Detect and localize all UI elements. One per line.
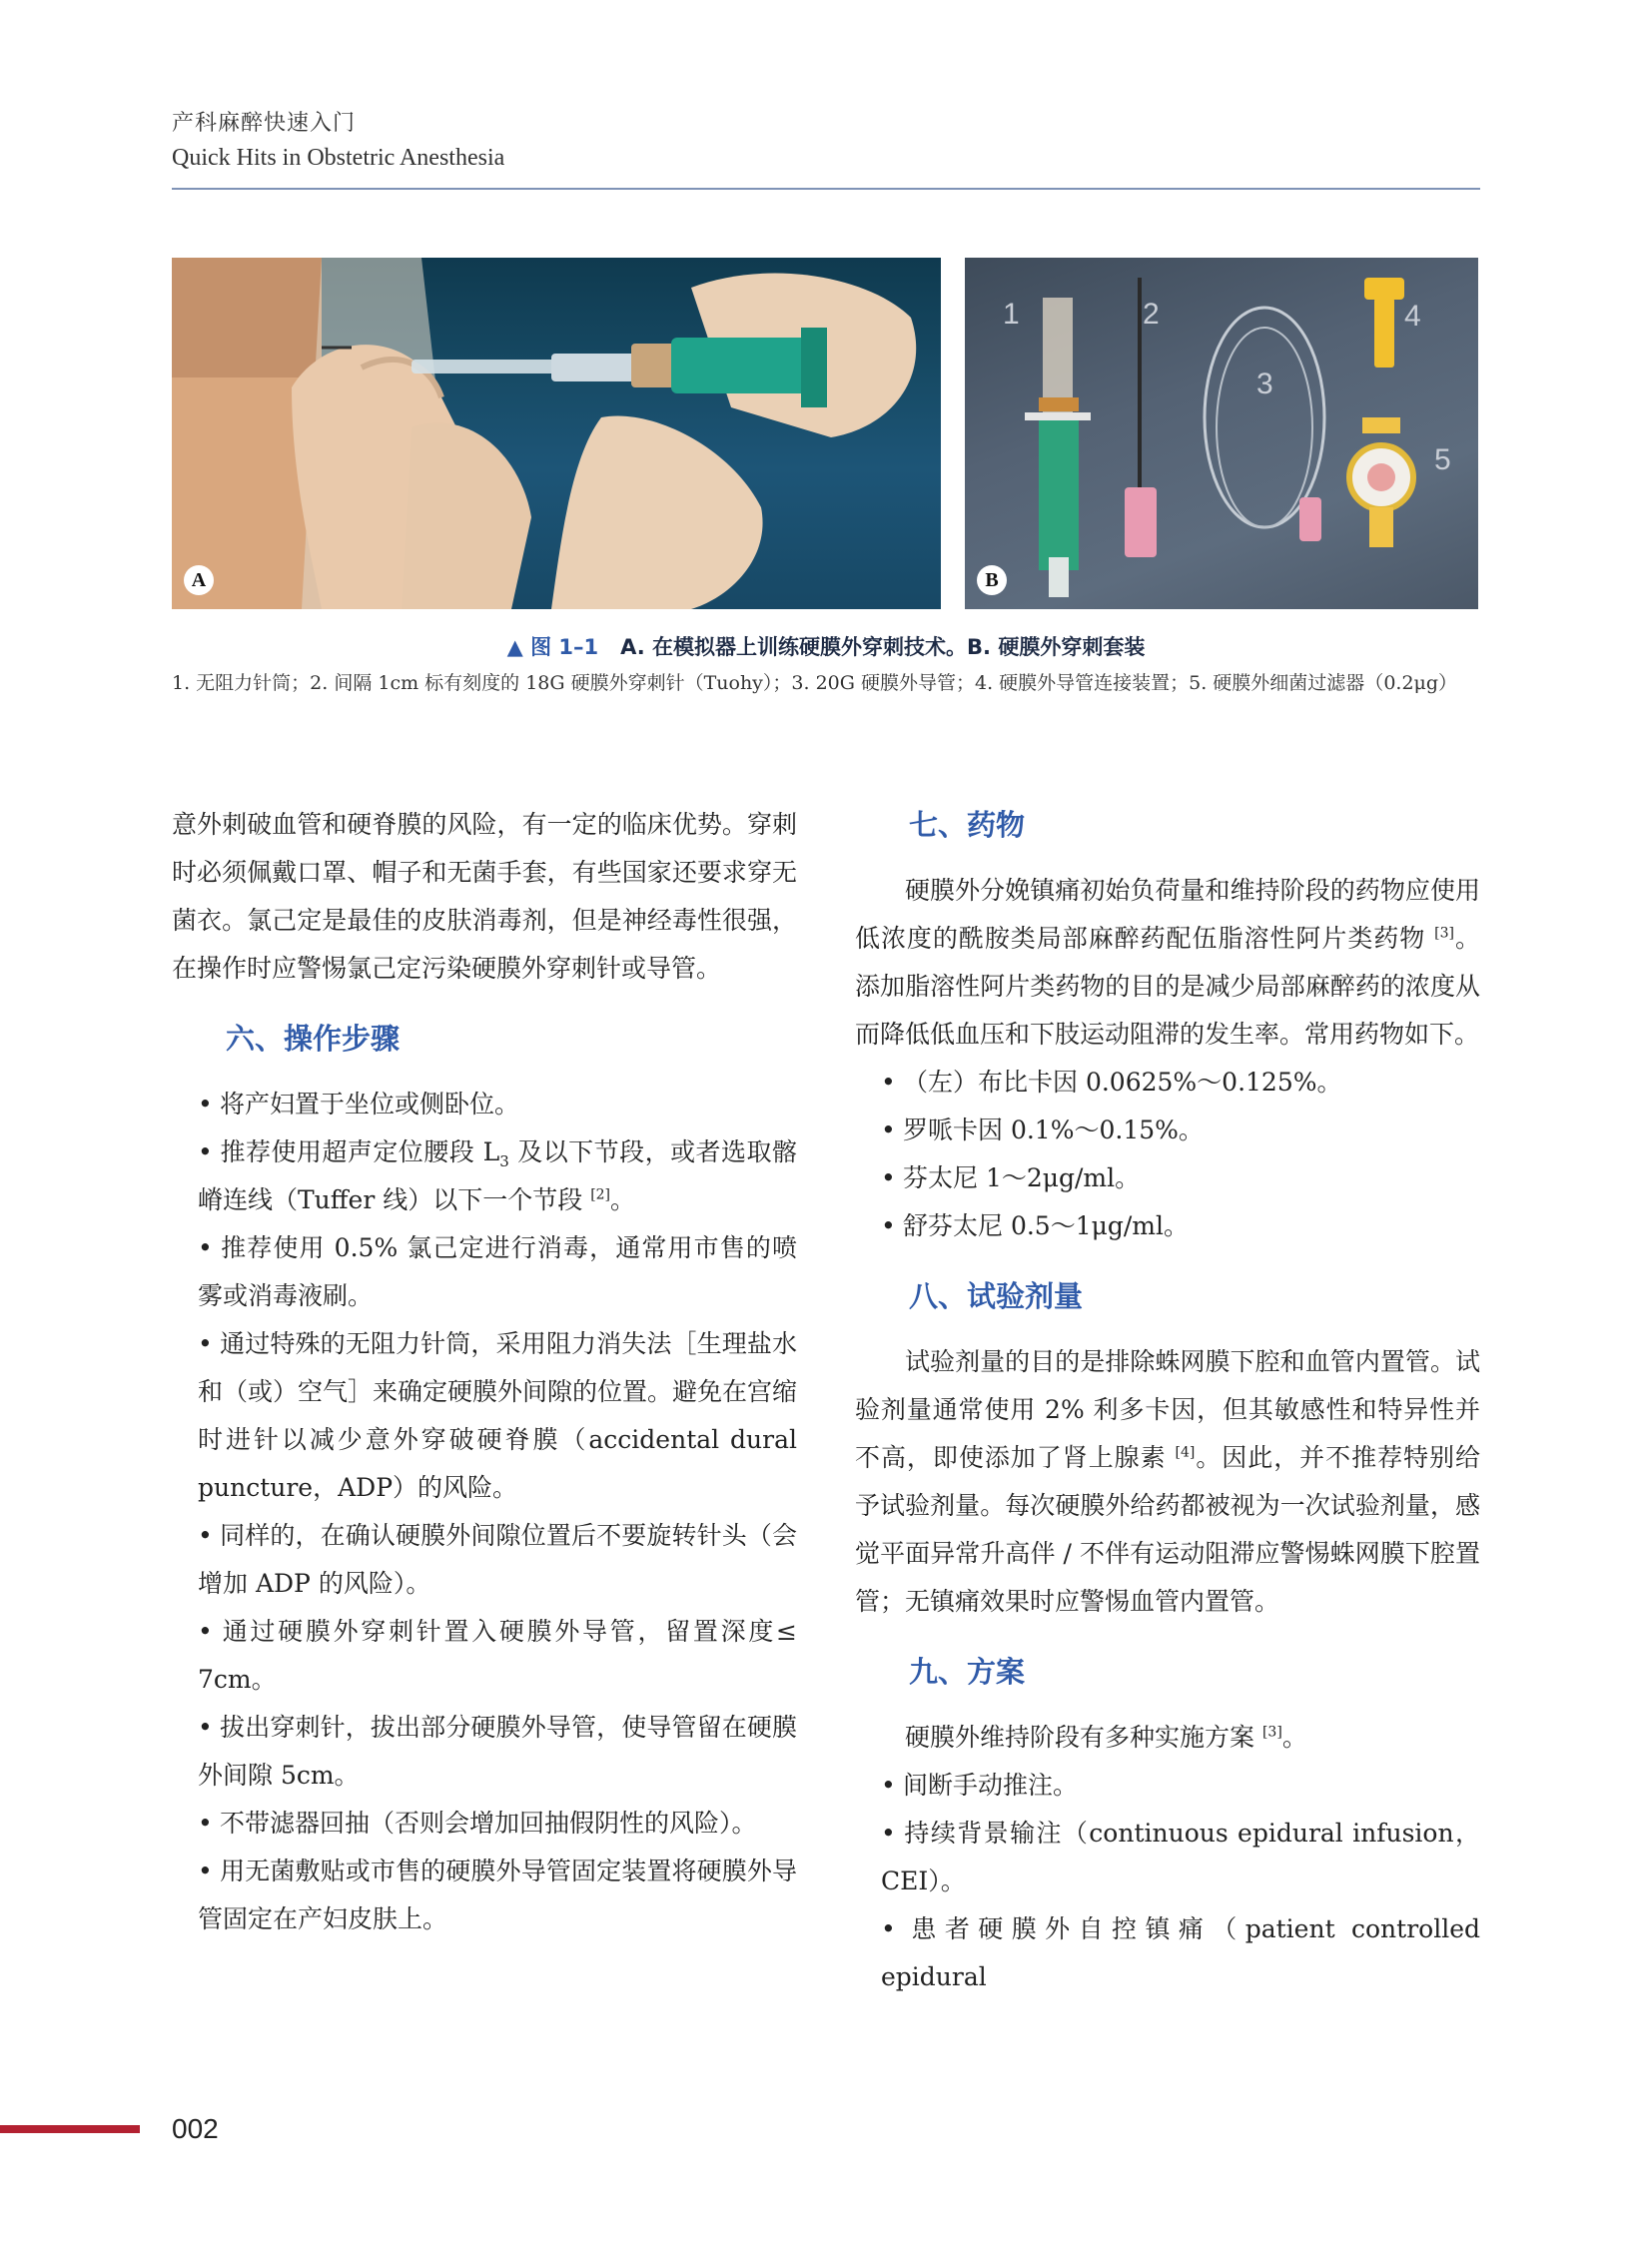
epidural-kit-illustration (965, 258, 1478, 609)
figure-caption-text: A. 在模拟器上训练硬膜外穿刺技术。B. 硬膜外穿刺套装 (620, 635, 1146, 659)
footer-accent-bar (0, 2125, 140, 2133)
page-number: 002 (172, 2113, 219, 2144)
list-item: • 用无菌敷贴或市售的硬膜外导管固定装置将硬膜外导管固定在产妇皮肤上。 (198, 1857, 797, 1933)
list-item: • 不带滤器回抽（否则会增加回抽假阴性的风险）。 (198, 1809, 757, 1838)
section-6-heading: 六、操作步骤 (226, 1022, 401, 1056)
figure-number: ▲ 图 1–1 (506, 635, 599, 659)
kit-number-1: 1 (1003, 298, 1020, 331)
kit-number-5: 5 (1434, 443, 1451, 476)
section-8-paragraph: 试验剂量的目的是排除蛛网膜下腔和血管内置管。试验剂量通常使用 2% 利多卡因，但其敏感性和特异性并不高，即使添加了肾上腺素 [4]。因此，并不推荐特别给予试验剂量。每次硬膜外给药都被视为一次试验剂量，感觉平面异常升高伴 / 不伴有运动阻滞应警惕蛛网膜下腔置管；无镇痛效果时应警惕血管内置管。 (855, 1347, 1480, 1616)
section-9-paragraph: 硬膜外维持阶段有多种实施方案 [3]。 (905, 1723, 1307, 1752)
book-title-cn: 产科麻醉快速入门 (172, 111, 357, 136)
section-8-heading: 八、试验剂量 (909, 1279, 1084, 1313)
epidural-simulator-illustration (172, 258, 941, 609)
list-item: • 罗哌卡因 0.1%～0.15%。 (881, 1116, 1204, 1144)
figure-legend: 1. 无阻力针筒；2. 间隔 1cm 标有刻度的 18G 硬膜外穿刺针（Tuohy）；3. 20G 硬膜外导管；4. 硬膜外导管连接装置；5. 硬膜外细菌过滤器（0.2μg） (172, 672, 1458, 694)
panel-b-label: B (977, 565, 1007, 595)
running-header (172, 106, 504, 172)
section-7-heading: 七、药物 (909, 808, 1026, 842)
list-item: • 患者硬膜外自控镇痛（patient controlled epidural (881, 1914, 1480, 1991)
figure-photo-b (965, 258, 1478, 609)
list-item: • 通过硬膜外穿刺针置入硬膜外导管，留置深度≤ 7cm。 (198, 1617, 797, 1694)
book-title-en: Quick Hits in Obstetric Anesthesia (172, 145, 505, 171)
list-item: • 间断手动推注。 (881, 1771, 1079, 1800)
list-item: • 将产妇置于坐位或侧卧位。 (198, 1090, 520, 1119)
list-item: • 芬太尼 1～2μg/ml。 (881, 1163, 1141, 1192)
kit-number-4: 4 (1404, 300, 1421, 333)
left-column (172, 801, 797, 1943)
list-item: • 舒芬太尼 0.5～1μg/ml。 (881, 1211, 1189, 1240)
figure-photo-a (172, 258, 941, 609)
figure-caption (172, 631, 1480, 661)
section-9-heading: 九、方案 (909, 1655, 1026, 1689)
kit-number-2: 2 (1143, 298, 1160, 331)
list-item: • （左）布比卡因 0.0625%～0.125%。 (881, 1068, 1342, 1097)
list-item: • 推荐使用超声定位腰段 $L_3$ 及以下节段，或者选取髂嵴连线（Tuffer 线）以下一个节段 [2]。 (198, 1137, 797, 1214)
panel-a-label: A (184, 565, 214, 595)
continued-paragraph: 意外刺破血管和硬脊膜的风险，有一定的临床优势。穿刺时必须佩戴口罩、帽子和无菌手套，有些国家还要求穿无菌衣。氯己定是最佳的皮肤消毒剂，但是神经毒性很强，在操作时应警惕氯己定污染硬膜外穿刺针或导管。 (172, 810, 797, 983)
section-7-paragraph: 硬膜外分娩镇痛初始负荷量和维持阶段的药物应使用低浓度的酰胺类局部麻醉药配伍脂溶性阿片类药物 [3]。添加脂溶性阿片类药物的目的是减少局部麻醉药的浓度从而降低低血压和下肢运动阻滞的发生率。常用药物如下。 (855, 876, 1480, 1049)
list-item: • 通过特殊的无阻力针筒，采用阻力消失法［生理盐水和（或）空气］来确定硬膜外间隙的位置。避免在宫缩时进针以减少意外穿破硬脊膜（accidental dural puncture，ADP）的风险。 (198, 1329, 798, 1502)
list-item: • 同样的，在确认硬膜外间隙位置后不要旋转针头（会增加 ADP 的风险）。 (198, 1521, 797, 1598)
list-item: • 拔出穿刺针，拔出部分硬膜外导管，使导管留在硬膜外间隙 5cm。 (198, 1713, 797, 1790)
list-item: • 推荐使用 0.5% 氯己定进行消毒，通常用市售的喷雾或消毒液刷。 (198, 1233, 797, 1310)
kit-number-3: 3 (1256, 368, 1273, 400)
right-column (855, 801, 1480, 2001)
list-item: • 持续背景输注（continuous epidural infusion，CEI）。 (881, 1819, 1480, 1895)
header-rule (172, 188, 1480, 190)
